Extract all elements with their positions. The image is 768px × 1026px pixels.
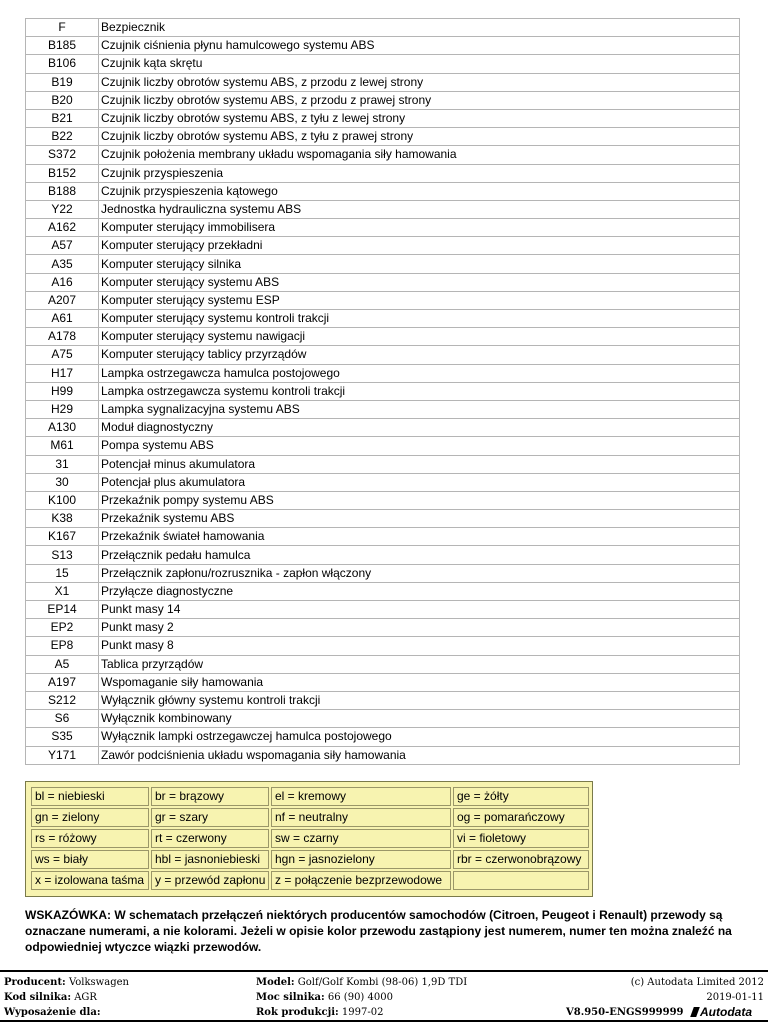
autodata-logo-text: Autodata xyxy=(700,1005,752,1019)
copyright: (c) Autodata Limited 2012 xyxy=(630,977,764,988)
component-code: A207 xyxy=(26,291,99,309)
component-description: Przełącznik zapłonu/rozrusznika - zapłon włączony xyxy=(99,564,740,582)
color-code-cell: ws = biały xyxy=(31,850,149,869)
producer-label: Producent: xyxy=(4,977,66,988)
component-code: A35 xyxy=(26,255,99,273)
component-code: Y22 xyxy=(26,200,99,218)
component-description: Bezpiecznik xyxy=(99,19,740,37)
engine-code-label: Kod silnika: xyxy=(4,992,72,1003)
component-code: 31 xyxy=(26,455,99,473)
table-row xyxy=(26,55,740,73)
table-row xyxy=(26,601,740,619)
component-description: Czujnik przyspieszenia xyxy=(99,164,740,182)
component-code: A75 xyxy=(26,346,99,364)
version-code: V8.950-ENGS999999 xyxy=(566,1007,684,1018)
wire-color-legend xyxy=(25,781,593,897)
table-row xyxy=(26,146,740,164)
table-row xyxy=(26,455,740,473)
table-row xyxy=(26,710,740,728)
table-row xyxy=(26,728,740,746)
power-value: 66 (90) 4000 xyxy=(327,992,393,1003)
component-description: Punkt masy 8 xyxy=(99,637,740,655)
component-description: Wyłącznik lampki ostrzegawczej hamulca postojowego xyxy=(99,728,740,746)
print-date: 2019-01-11 xyxy=(706,992,764,1003)
producer-row xyxy=(4,976,129,990)
table-row xyxy=(26,37,740,55)
component-code: F xyxy=(26,19,99,37)
component-code: A197 xyxy=(26,673,99,691)
component-description: Czujnik liczby obrotów systemu ABS, z tyłu z lewej strony xyxy=(99,109,740,127)
component-code: B22 xyxy=(26,128,99,146)
hint-paragraph: WSKAZÓWKA: W schematach przełączeń niektórych producentów samochodów (Citroen, Peugeot i Renault) przewody są oznaczane numerami, a nie kolorami. Jeżeli w opisie kolor przewodu zastąpiony jest numerem, numer ten można znaleźć na odpowiedniej wtyczce wiązki przewodów. xyxy=(25,908,732,954)
table-row xyxy=(26,528,740,546)
component-description: Potencjał minus akumulatora xyxy=(99,455,740,473)
component-code: A5 xyxy=(26,655,99,673)
table-row xyxy=(26,346,740,364)
component-code: H17 xyxy=(26,364,99,382)
component-description: Punkt masy 14 xyxy=(99,601,740,619)
component-code: B106 xyxy=(26,55,99,73)
table-row xyxy=(26,419,740,437)
color-code-cell: z = połączenie bezprzewodowe xyxy=(271,871,451,890)
component-code: EP14 xyxy=(26,601,99,619)
table-row xyxy=(26,564,740,582)
component-description: Komputer sterujący systemu ESP xyxy=(99,291,740,309)
color-code-cell: vi = fioletowy xyxy=(453,829,589,848)
color-code-cell: nf = neutralny xyxy=(271,808,451,827)
power-label: Moc silnika: xyxy=(256,992,325,1003)
equipment-label: Wyposażenie dla: xyxy=(4,1007,101,1018)
component-code: B21 xyxy=(26,109,99,127)
legend-row xyxy=(31,829,589,848)
component-code: H99 xyxy=(26,382,99,400)
component-description: Wspomaganie siły hamowania xyxy=(99,673,740,691)
table-row xyxy=(26,19,740,37)
table-row xyxy=(26,291,740,309)
color-code-cell: rbr = czerwonobrązowy xyxy=(453,850,589,869)
legend-row xyxy=(31,808,589,827)
component-description: Komputer sterujący systemu nawigacji xyxy=(99,328,740,346)
component-description: Czujnik liczby obrotów systemu ABS, z tyłu z prawej strony xyxy=(99,128,740,146)
component-description: Punkt masy 2 xyxy=(99,619,740,637)
table-row xyxy=(26,400,740,418)
component-description: Czujnik przyspieszenia kątowego xyxy=(99,182,740,200)
component-description: Czujnik położenia membrany układu wspomagania siły hamowania xyxy=(99,146,740,164)
component-description: Lampka ostrzegawcza systemu kontroli trakcji xyxy=(99,382,740,400)
component-code: X1 xyxy=(26,582,99,600)
component-code: A130 xyxy=(26,419,99,437)
component-code: S372 xyxy=(26,146,99,164)
legend-row xyxy=(31,871,589,890)
table-row xyxy=(26,73,740,91)
model-value: Golf/Golf Kombi (98-06) 1,9D TDI xyxy=(297,977,468,988)
equipment-row xyxy=(4,1006,101,1020)
component-code: K167 xyxy=(26,528,99,546)
color-code-cell: og = pomarańczowy xyxy=(453,808,589,827)
component-code: A178 xyxy=(26,328,99,346)
component-code: A162 xyxy=(26,219,99,237)
component-description: Komputer sterujący systemu ABS xyxy=(99,273,740,291)
footer-bottom-rule xyxy=(0,1020,768,1022)
component-code: B20 xyxy=(26,91,99,109)
component-code: B185 xyxy=(26,37,99,55)
color-code-cell: rt = czerwony xyxy=(151,829,269,848)
table-row xyxy=(26,91,740,109)
component-description: Lampka ostrzegawcza hamulca postojowego xyxy=(99,364,740,382)
component-code: H29 xyxy=(26,400,99,418)
component-description: Czujnik liczby obrotów systemu ABS, z przodu z prawej strony xyxy=(99,91,740,109)
component-description: Pompa systemu ABS xyxy=(99,437,740,455)
color-code-cell: y = przewód zapłonu xyxy=(151,871,269,890)
component-code: K100 xyxy=(26,491,99,509)
component-description: Czujnik liczby obrotów systemu ABS, z przodu z lewej strony xyxy=(99,73,740,91)
component-code: S13 xyxy=(26,546,99,564)
table-row xyxy=(26,473,740,491)
component-description: Przekaźnik pompy systemu ABS xyxy=(99,491,740,509)
component-code: 30 xyxy=(26,473,99,491)
component-description: Moduł diagnostyczny xyxy=(99,419,740,437)
model-label: Model: xyxy=(256,977,295,988)
component-code: K38 xyxy=(26,510,99,528)
component-code: A61 xyxy=(26,310,99,328)
table-row xyxy=(26,382,740,400)
table-row xyxy=(26,164,740,182)
component-description: Komputer sterujący tablicy przyrządów xyxy=(99,346,740,364)
autodata-logo xyxy=(692,1005,752,1019)
color-code-cell: hbl = jasnoniebieski xyxy=(151,850,269,869)
component-description: Komputer sterujący przekładni xyxy=(99,237,740,255)
engine-code-row xyxy=(4,991,97,1005)
table-row xyxy=(26,691,740,709)
table-row xyxy=(26,364,740,382)
legend-row xyxy=(31,850,589,869)
component-code: B19 xyxy=(26,73,99,91)
color-code-cell: x = izolowana taśma xyxy=(31,871,149,890)
component-description: Przełącznik pedału hamulca xyxy=(99,546,740,564)
component-code: S6 xyxy=(26,710,99,728)
component-code: EP2 xyxy=(26,619,99,637)
component-code: S35 xyxy=(26,728,99,746)
component-description: Przekaźnik systemu ABS xyxy=(99,510,740,528)
component-description: Jednostka hydrauliczna systemu ABS xyxy=(99,200,740,218)
wire-color-table-body xyxy=(31,787,589,890)
table-row xyxy=(26,582,740,600)
color-code-cell: br = brązowy xyxy=(151,787,269,806)
component-description: Komputer sterujący systemu kontroli trakcji xyxy=(99,310,740,328)
component-code: B188 xyxy=(26,182,99,200)
legend-row xyxy=(31,787,589,806)
color-code-cell: rs = różowy xyxy=(31,829,149,848)
table-row xyxy=(26,310,740,328)
component-description: Czujnik kąta skrętu xyxy=(99,55,740,73)
component-code: A57 xyxy=(26,237,99,255)
table-row xyxy=(26,109,740,127)
components-table-body xyxy=(26,19,740,765)
table-row xyxy=(26,200,740,218)
component-description: Wyłącznik kombinowany xyxy=(99,710,740,728)
component-code: B152 xyxy=(26,164,99,182)
components-table xyxy=(25,18,740,765)
table-row xyxy=(26,237,740,255)
table-row xyxy=(26,437,740,455)
color-code-cell: el = kremowy xyxy=(271,787,451,806)
model-row xyxy=(256,976,467,990)
year-value: 1997-02 xyxy=(341,1007,384,1018)
color-code-cell: gr = szary xyxy=(151,808,269,827)
component-description: Przyłącze diagnostyczne xyxy=(99,582,740,600)
table-row xyxy=(26,491,740,509)
year-row xyxy=(256,1006,383,1020)
component-description: Komputer sterujący immobilisera xyxy=(99,219,740,237)
color-code-cell: gn = zielony xyxy=(31,808,149,827)
table-row xyxy=(26,655,740,673)
component-description: Czujnik ciśnienia płynu hamulcowego systemu ABS xyxy=(99,37,740,55)
component-description: Komputer sterujący silnika xyxy=(99,255,740,273)
year-label: Rok produkcji: xyxy=(256,1007,339,1018)
color-code-cell: sw = czarny xyxy=(271,829,451,848)
table-row xyxy=(26,746,740,764)
component-description: Lampka sygnalizacyjna systemu ABS xyxy=(99,400,740,418)
table-row xyxy=(26,128,740,146)
table-row xyxy=(26,510,740,528)
table-row xyxy=(26,255,740,273)
table-row xyxy=(26,273,740,291)
component-code: S212 xyxy=(26,691,99,709)
power-row xyxy=(256,991,393,1005)
component-code: A16 xyxy=(26,273,99,291)
autodata-slash-icon xyxy=(690,1007,700,1017)
component-description: Tablica przyrządów xyxy=(99,655,740,673)
component-description: Potencjał plus akumulatora xyxy=(99,473,740,491)
component-code: M61 xyxy=(26,437,99,455)
document-footer xyxy=(0,970,768,1026)
component-code: 15 xyxy=(26,564,99,582)
engine-code-value: AGR xyxy=(74,992,97,1003)
table-row xyxy=(26,546,740,564)
component-code: EP8 xyxy=(26,637,99,655)
color-code-cell: ge = żółty xyxy=(453,787,589,806)
color-code-cell: bl = niebieski xyxy=(31,787,149,806)
wire-color-table xyxy=(29,785,591,892)
table-row xyxy=(26,619,740,637)
color-code-cell: hgn = jasnozielony xyxy=(271,850,451,869)
producer-value: Volkswagen xyxy=(68,977,129,988)
component-code: Y171 xyxy=(26,746,99,764)
table-row xyxy=(26,673,740,691)
table-row xyxy=(26,219,740,237)
component-description: Zawór podciśnienia układu wspomagania siły hamowania xyxy=(99,746,740,764)
table-row xyxy=(26,182,740,200)
component-description: Wyłącznik główny systemu kontroli trakcji xyxy=(99,691,740,709)
table-row xyxy=(26,637,740,655)
table-row xyxy=(26,328,740,346)
color-code-cell xyxy=(453,871,589,890)
component-description: Przekaźnik świateł hamowania xyxy=(99,528,740,546)
